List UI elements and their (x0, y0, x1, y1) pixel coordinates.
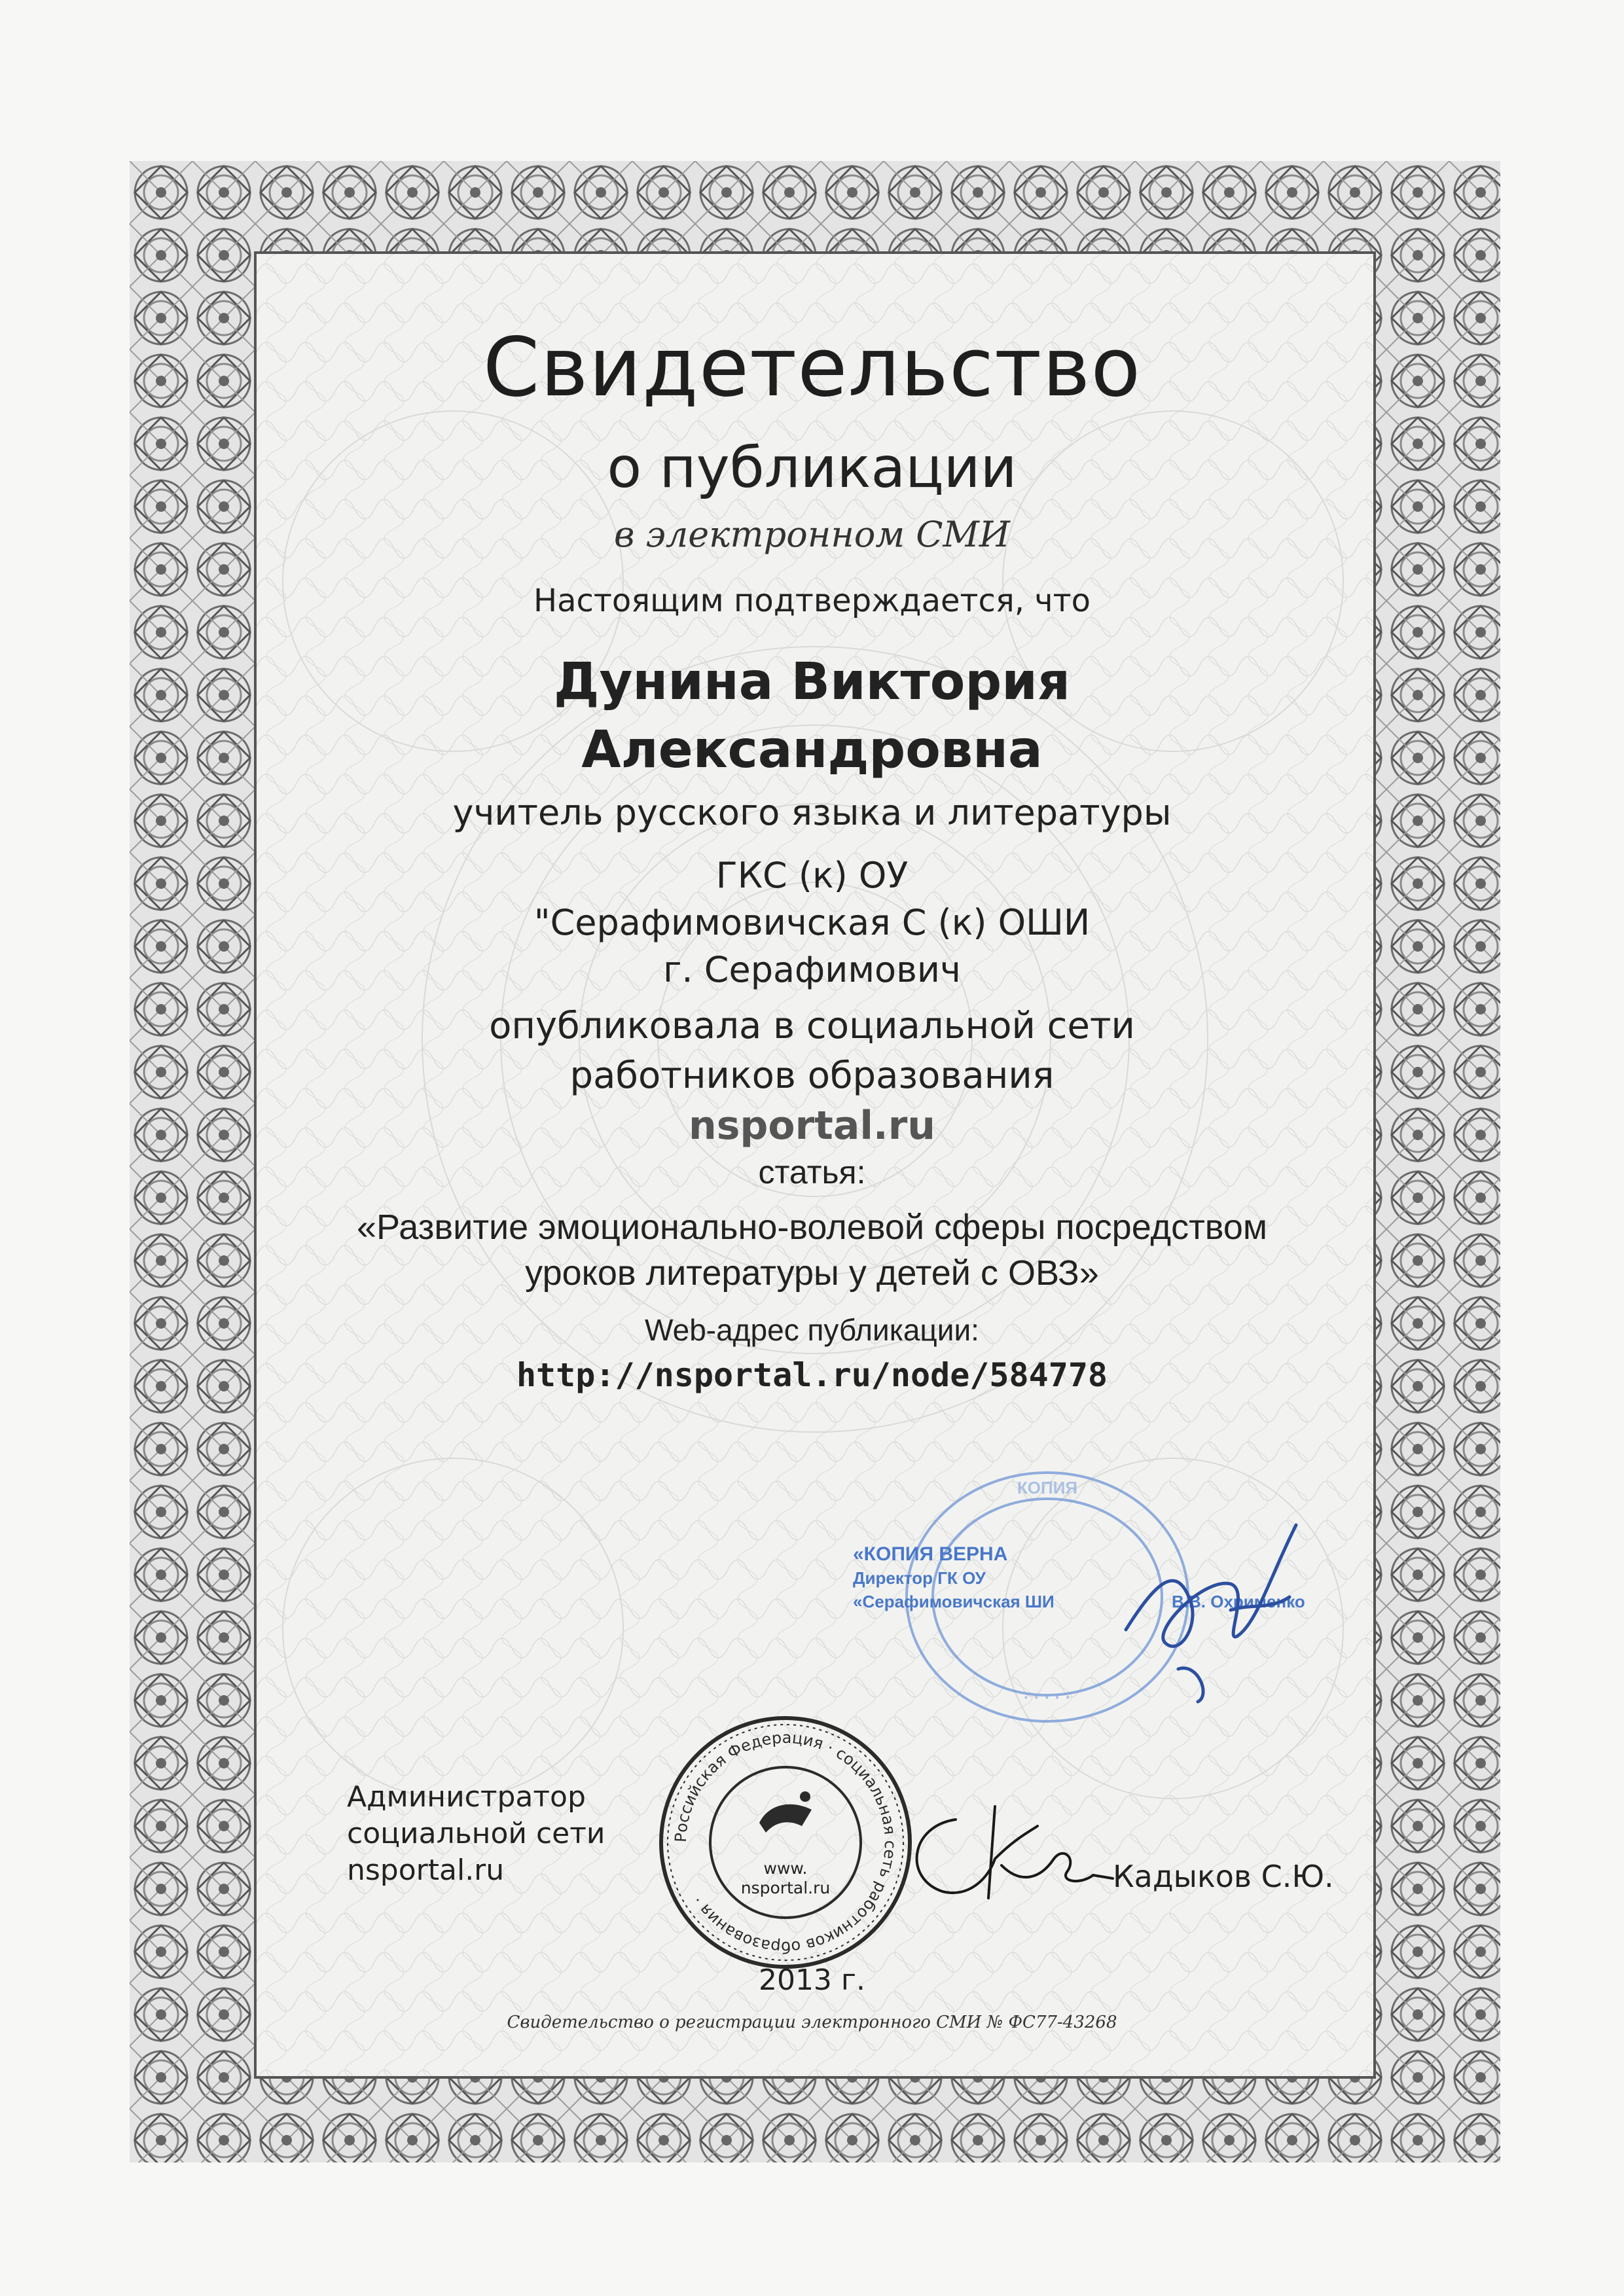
recipient-name (0, 648, 1624, 784)
admin-line2: социальной сети (347, 1817, 605, 1850)
article-title (0, 1204, 1624, 1296)
book-icon (759, 1804, 812, 1833)
certificate-subtitle: о публикации (607, 435, 1017, 501)
certificate-title: Свидетельство (482, 321, 1142, 415)
recipient-name-line1: Дунина Виктория (554, 653, 1070, 711)
registration-number: Свидетельство о регистрации электронного СМИ № ФС77-43268 (507, 2013, 1117, 2032)
svg-text:КОПИЯ: КОПИЯ (1017, 1478, 1078, 1498)
nsportal-round-stamp (655, 1712, 916, 1973)
recipient-organization (0, 852, 1624, 994)
signer-name: Кадыков С.Ю. (1113, 1859, 1334, 1894)
copy-stamp-title: «КОПИЯ ВЕРНА (853, 1543, 1008, 1565)
admin-block (347, 1779, 605, 1889)
article-title-line2: уроков литературы у детей с ОВЗ» (525, 1253, 1099, 1293)
copy-stamp-director: Директор ГК ОУ (853, 1568, 986, 1588)
site-name: nsportal.ru (688, 1103, 936, 1149)
round-stamp-domain: nsportal.ru (740, 1878, 831, 1897)
article-title-line1: «Развитие эмоционально-волевой сферы посредством (356, 1208, 1268, 1247)
media-type: в электронном СМИ (614, 514, 1010, 555)
published-statement (0, 1001, 1624, 1101)
org-line3: г. Серафимович (663, 949, 961, 990)
url-label: Web-адрес публикации: (645, 1313, 979, 1347)
published-line2: работников образования (569, 1054, 1055, 1097)
recipient-position: учитель русского языка и литературы (452, 792, 1172, 833)
admin-line3: nsportal.ru (347, 1854, 505, 1887)
article-label: статья: (758, 1154, 866, 1191)
admin-line1: Администратор (347, 1780, 586, 1814)
director-signature (1100, 1499, 1322, 1708)
copy-stamp-org: «Серафимовичская ШИ (853, 1592, 1055, 1611)
confirm-text: Настоящим подтверждается, что (533, 583, 1091, 619)
round-stamp-label (733, 1859, 838, 1898)
svg-text:· · · · ·: · · · · · (1023, 1687, 1072, 1707)
admin-signature (897, 1780, 1119, 1924)
copy-stamp-signer: В.В. Охрименко (1172, 1592, 1305, 1611)
published-line1: опубликовала в социальной сети (489, 1005, 1135, 1047)
org-line2: "Серафимовичская С (к) ОШИ (533, 902, 1091, 943)
round-stamp-site: www. (763, 1859, 808, 1878)
round-stamp-ring-text: Российская Федерация · социальная сеть работников образования · (671, 1728, 900, 1957)
publication-url[interactable]: http://nsportal.ru/node/584778 (516, 1356, 1108, 1394)
issue-year: 2013 г. (758, 1964, 866, 1997)
svg-text:Российская Федерация · социаль (672, 1729, 899, 1956)
recipient-name-line2: Александровна (581, 721, 1043, 780)
org-line1: ГКС (к) ОУ (715, 855, 909, 896)
